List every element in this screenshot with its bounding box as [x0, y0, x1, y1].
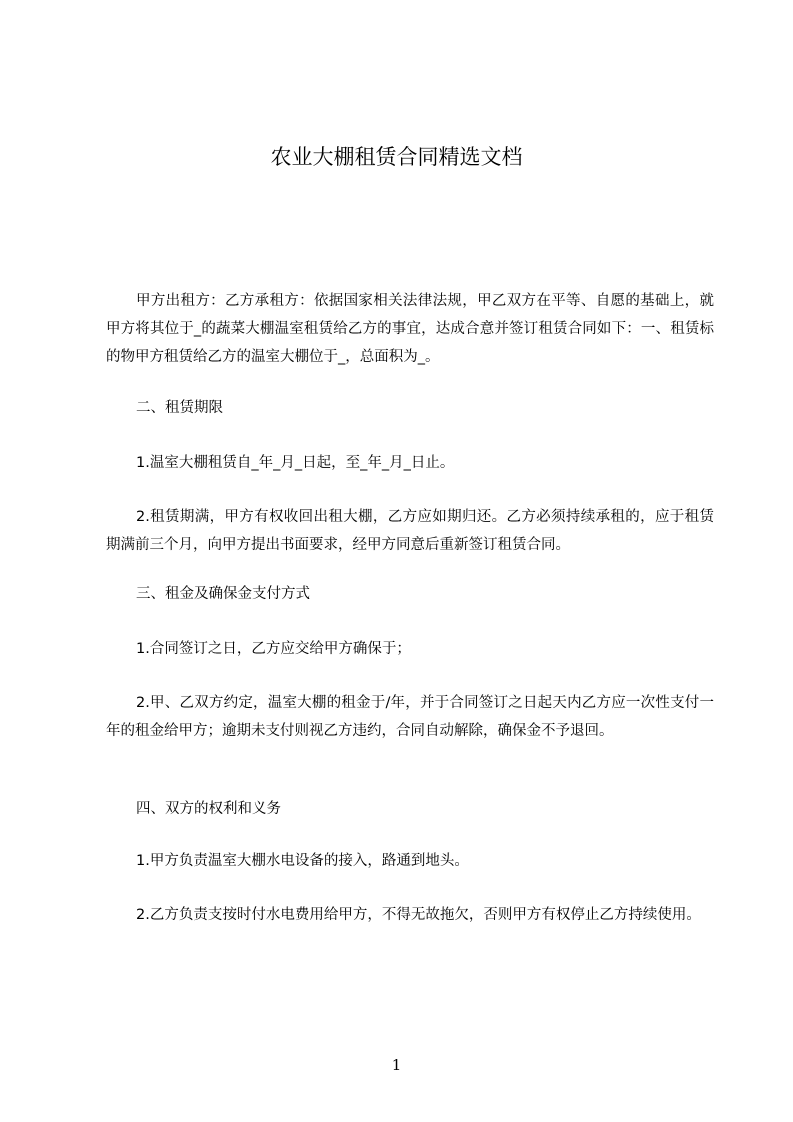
rent-deposit-item-1: 1.合同签订之日，乙方应交给甲方确保于； [136, 641, 411, 657]
document-title: 农业大棚租赁合同精选文档 [270, 145, 523, 169]
lease-term-item-2: 2.租赁期满，甲方有权收回出租大棚，乙方应如期归还。乙方必须持续承租的，应于租赁期满前三个月，向甲方提出书面要求，经甲方同意后重新签订租赁合同。 [106, 509, 714, 553]
section-heading-rent-deposit: 三、租金及确保金支付方式 [136, 586, 310, 602]
page-number: 1 [391, 1056, 402, 1074]
rights-obligations-item-2: 2.乙方负责支按时付水电费用给甲方，不得无故拖欠，否则甲方有权停止乙方持续使用。 [136, 907, 701, 923]
intro-paragraph: 甲方出租方：乙方承租方：依据国家相关法律法规，甲乙双方在平等、自愿的基础上，就甲方将其位于_的蔬菜大棚温室租赁给乙方的事宜，达成合意并签订租赁合同如下：一、租赁标的物甲方租赁给乙方的温室大棚位于_，总面积为_。 [106, 293, 714, 365]
lease-term-item-1: 1.温室大棚租赁自_年_月_日起，至_年_月_日止。 [136, 455, 455, 471]
rent-deposit-item-2: 2.甲、乙双方约定，温室大棚的租金于/年，并于合同签订之日起天内乙方应一次性支付一年的租金给甲方；逾期未支付则视乙方违约，合同自动解除，确保金不予退回。 [106, 695, 714, 739]
section-heading-rights-obligations: 四、双方的权利和义务 [136, 801, 281, 817]
rights-obligations-item-1: 1.甲方负责温室大棚水电设备的接入，路通到地头。 [136, 853, 469, 869]
section-heading-lease-term: 二、租赁期限 [136, 400, 223, 416]
